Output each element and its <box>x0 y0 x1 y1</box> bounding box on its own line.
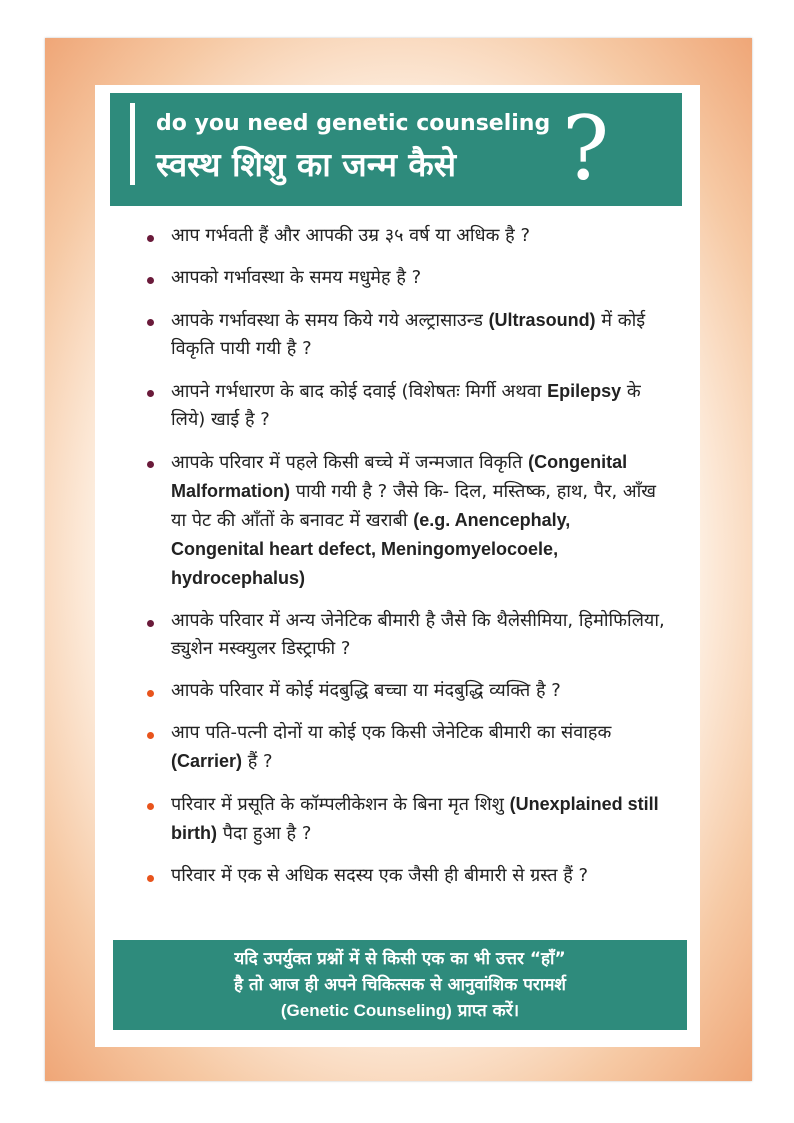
list-item <box>147 264 667 292</box>
list-item <box>147 377 667 434</box>
question-list <box>147 222 667 904</box>
bullet-icon <box>147 390 154 397</box>
item-text-after: में कोई विकृति पायी गयी है ? <box>171 310 646 359</box>
header-banner <box>110 93 682 206</box>
list-item <box>147 222 667 250</box>
list-item <box>147 862 667 890</box>
item-text: आपके गर्भावस्था के समय किये गये अल्ट्रासाउन्ड <box>171 310 489 331</box>
item-text: आपके परिवार में अन्य जेनेटिक बीमारी है जैसे कि थैलेसीमिया, हिमोफिलिया, ड्युशेन मस्क्युलर डिस्ट्राफी ? <box>171 610 665 659</box>
bullet-icon <box>147 875 154 882</box>
bullet-icon <box>147 690 154 697</box>
footer-banner <box>113 940 687 1030</box>
item-text: आप पति-पत्नी दोनों या कोई एक किसी जेनेटिक बीमारी का संवाहक <box>171 722 612 743</box>
item-text-after: पैदा हुआ है ? <box>216 823 312 844</box>
title-english: do you need genetic counseling <box>156 111 551 136</box>
item-text: परिवार में एक से अधिक सदस्य एक जैसी ही बीमारी से ग्रस्त हैं ? <box>171 865 589 886</box>
list-item <box>147 677 667 705</box>
bullet-icon <box>147 235 154 242</box>
list-item <box>147 306 667 363</box>
item-text: आपको गर्भावस्था के समय मधुमेह है ? <box>171 267 422 288</box>
item-text: परिवार में प्रसूति के कॉम्पलीकेशन के बिना मृत शिशु <box>171 794 510 815</box>
item-examples: (e.g. Anencephaly, Congenital heart defect, Meningomyelocoele, hydrocephalus) <box>171 510 571 588</box>
bullet-icon <box>147 803 154 810</box>
item-text: आपने गर्भधारण के बाद कोई दवाई (विशेषतः मिर्गी अथवा <box>171 381 548 402</box>
list-item <box>147 719 667 776</box>
list-item <box>147 790 667 848</box>
item-term: (Congenital Malformation) <box>171 452 628 501</box>
list-item <box>147 607 667 663</box>
bullet-icon <box>147 461 154 468</box>
item-term: (Unexplained still birth) <box>171 794 659 843</box>
item-text: आपके परिवार में पहले किसी बच्चे में जन्मजात विकृति <box>171 452 529 473</box>
item-text-after: पायी गयी है ? जैसे कि- दिल, मस्तिष्क, हाथ, पैर, आँख या पेट की आँतों के बनावट में खराबी <box>171 481 657 531</box>
bullet-icon <box>147 319 154 326</box>
item-text: आपके परिवार में कोई मंदबुद्धि बच्चा या मंदबुद्धि व्यक्ति है ? <box>171 680 561 701</box>
list-item <box>147 448 667 593</box>
bullet-icon <box>147 277 154 284</box>
footer-line-1: यदि उपर्युक्त प्रश्नों में से किसी एक का भी उत्तर “हाँ” <box>234 949 566 969</box>
footer-term: (Genetic Counseling) <box>280 1001 452 1020</box>
item-term: (Carrier) <box>171 751 243 771</box>
footer-line-2: है तो आज ही अपने चिकित्सक से आनुवांशिक परामर्श <box>234 975 566 995</box>
footer-line-3-text: प्राप्त करें। <box>451 1001 520 1021</box>
header-accent-bar <box>130 103 135 185</box>
item-text-after: हैं ? <box>242 751 273 772</box>
bullet-icon <box>147 620 154 627</box>
question-mark-icon: ? <box>562 97 610 200</box>
title-hindi: स्वस्थ शिशु का जन्म कैसे <box>156 145 457 184</box>
bullet-icon <box>147 732 154 739</box>
item-term: (Ultrasound) <box>488 310 596 330</box>
item-text-after: के लिये) खाई है ? <box>171 381 641 430</box>
item-text: आप गर्भवती हैं और आपकी उम्र ३५ वर्ष या अधिक है ? <box>171 225 530 246</box>
footer-line-3 <box>113 998 687 1024</box>
item-term: Epilepsy <box>547 381 622 401</box>
